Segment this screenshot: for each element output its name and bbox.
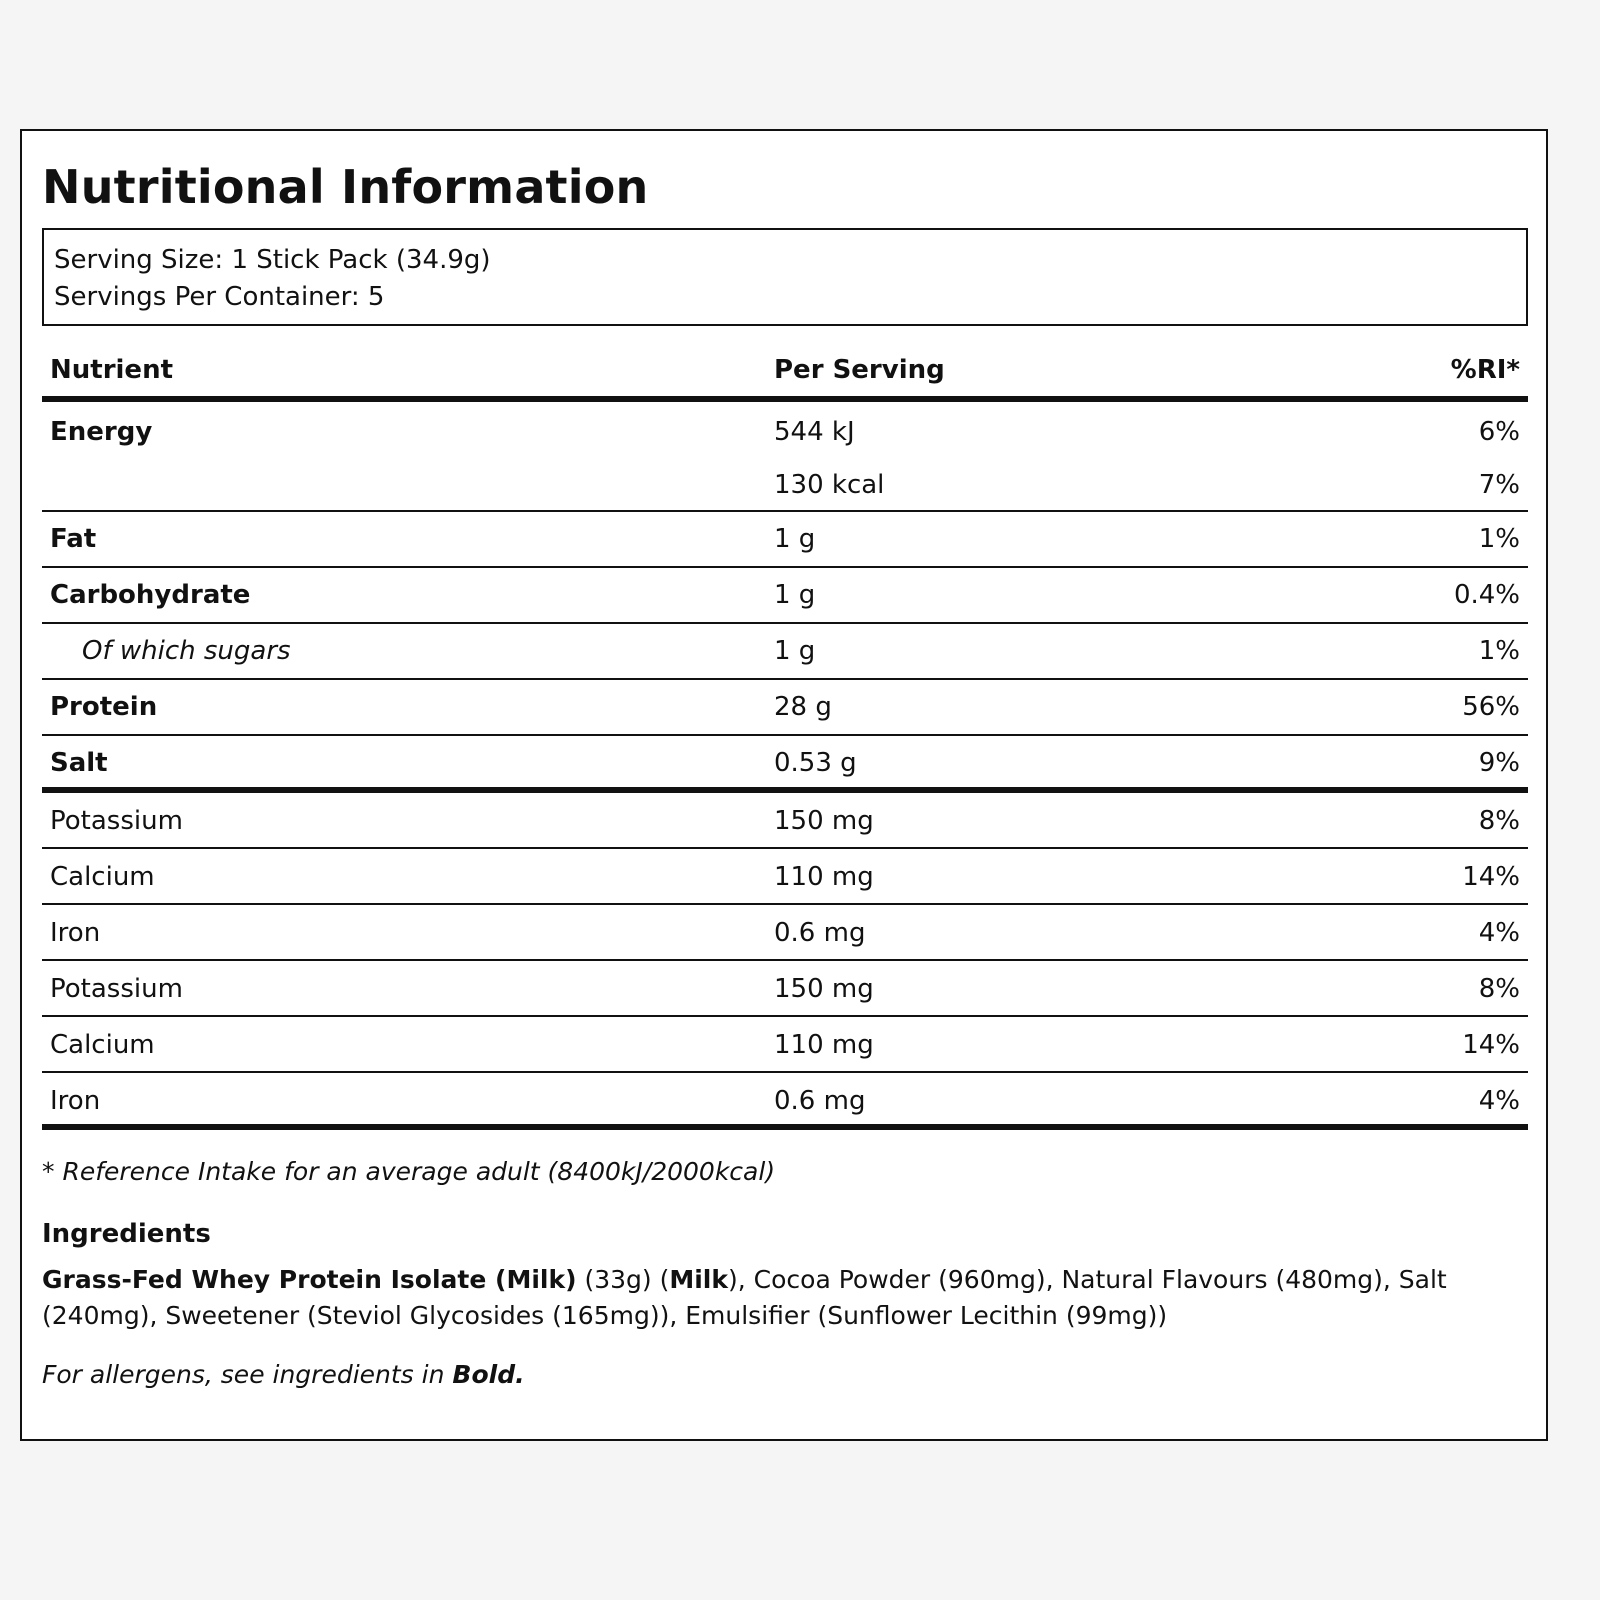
nutrient-name: Energy	[50, 417, 153, 447]
serving-size: Serving Size: 1 Stick Pack (34.9g)	[54, 245, 491, 275]
table-row	[42, 1017, 1528, 1073]
nutrient-value: 1 g	[774, 580, 816, 610]
servings-per-container: Servings Per Container: 5	[54, 282, 385, 312]
reference-intake-footnote: * Reference Intake for an average adult (8400kJ/2000kcal)	[42, 1157, 776, 1186]
nutrient-value: 544 kJ	[774, 417, 855, 447]
ingredients-heading: Ingredients	[42, 1219, 211, 1249]
header-nutrient: Nutrient	[50, 355, 174, 385]
mineral-value: 0.6 mg	[774, 918, 866, 948]
mineral-ri: 8%	[1478, 806, 1520, 836]
nutrient-value: 1 g	[774, 524, 816, 554]
table-row	[42, 680, 1528, 736]
nutrient-value: 0.53 g	[774, 748, 857, 778]
nutrient-ri: 0.4%	[1453, 580, 1520, 610]
nutrient-value: 28 g	[774, 692, 832, 722]
ingredient-text: ), Cocoa Powder (960mg), Natural Flavours (480mg), Salt (240mg), Sweetener (Steviol Glycosides (165mg)), Emulsifier (Sunflower Lecithin (99mg))	[42, 1265, 1447, 1330]
mineral-ri: 14%	[1462, 1030, 1520, 1060]
nutrient-name: Fat	[50, 524, 97, 554]
ingredient-text: (33g) (	[576, 1265, 670, 1294]
table-row-energy	[42, 402, 1528, 512]
nutrient-name: Salt	[50, 748, 108, 778]
nutrient-name: Protein	[50, 692, 158, 722]
allergen-ingredient: Grass-Fed Whey Protein Isolate (Milk)	[42, 1265, 577, 1294]
nutrient-value: 1 g	[774, 636, 816, 666]
serving-info-box	[42, 228, 1528, 326]
table-row	[42, 512, 1528, 568]
nutrient-ri: 9%	[1478, 748, 1520, 778]
nutrient-name: Of which sugars	[82, 636, 291, 666]
nutrition-table-body	[42, 402, 1528, 1130]
table-row	[42, 961, 1528, 1017]
nutrient-ri: 1%	[1478, 524, 1520, 554]
allergen-ingredient: Milk	[669, 1265, 729, 1294]
mineral-value: 110 mg	[774, 862, 874, 892]
mineral-name: Iron	[50, 918, 101, 948]
allergen-note-bold: Bold.	[452, 1360, 525, 1389]
mineral-value: 110 mg	[774, 1030, 874, 1060]
nutrient-ri: 56%	[1462, 692, 1520, 722]
table-row	[42, 849, 1528, 905]
mineral-value: 150 mg	[774, 806, 874, 836]
table-row	[42, 736, 1528, 793]
header-per-serving: Per Serving	[774, 355, 945, 385]
mineral-name: Iron	[50, 1086, 101, 1116]
table-row	[42, 624, 1528, 680]
allergen-note	[42, 1360, 525, 1389]
table-row	[42, 905, 1528, 961]
page-title: Nutritional Information	[42, 160, 649, 214]
table-row	[42, 793, 1528, 849]
ingredients-list	[42, 1262, 1492, 1334]
mineral-ri: 4%	[1478, 1086, 1520, 1116]
mineral-ri: 4%	[1478, 918, 1520, 948]
mineral-name: Calcium	[50, 862, 155, 892]
mineral-ri: 8%	[1478, 974, 1520, 1004]
nutrition-panel	[20, 129, 1548, 1441]
nutrient-name: Carbohydrate	[50, 580, 251, 610]
mineral-name: Potassium	[50, 806, 183, 836]
mineral-value: 150 mg	[774, 974, 874, 1004]
table-header	[42, 346, 1528, 402]
mineral-value: 0.6 mg	[774, 1086, 866, 1116]
header-ri: %RI*	[1450, 355, 1520, 385]
allergen-note-text: For allergens, see ingredients in	[42, 1360, 453, 1389]
mineral-name: Potassium	[50, 974, 183, 1004]
nutrient-ri: 1%	[1478, 636, 1520, 666]
table-row	[42, 568, 1528, 624]
mineral-ri: 14%	[1462, 862, 1520, 892]
table-row	[42, 1073, 1528, 1130]
nutrient-ri: 7%	[1478, 470, 1520, 500]
nutrient-ri: 6%	[1478, 417, 1520, 447]
nutrient-value: 130 kcal	[774, 470, 885, 500]
mineral-name: Calcium	[50, 1030, 155, 1060]
